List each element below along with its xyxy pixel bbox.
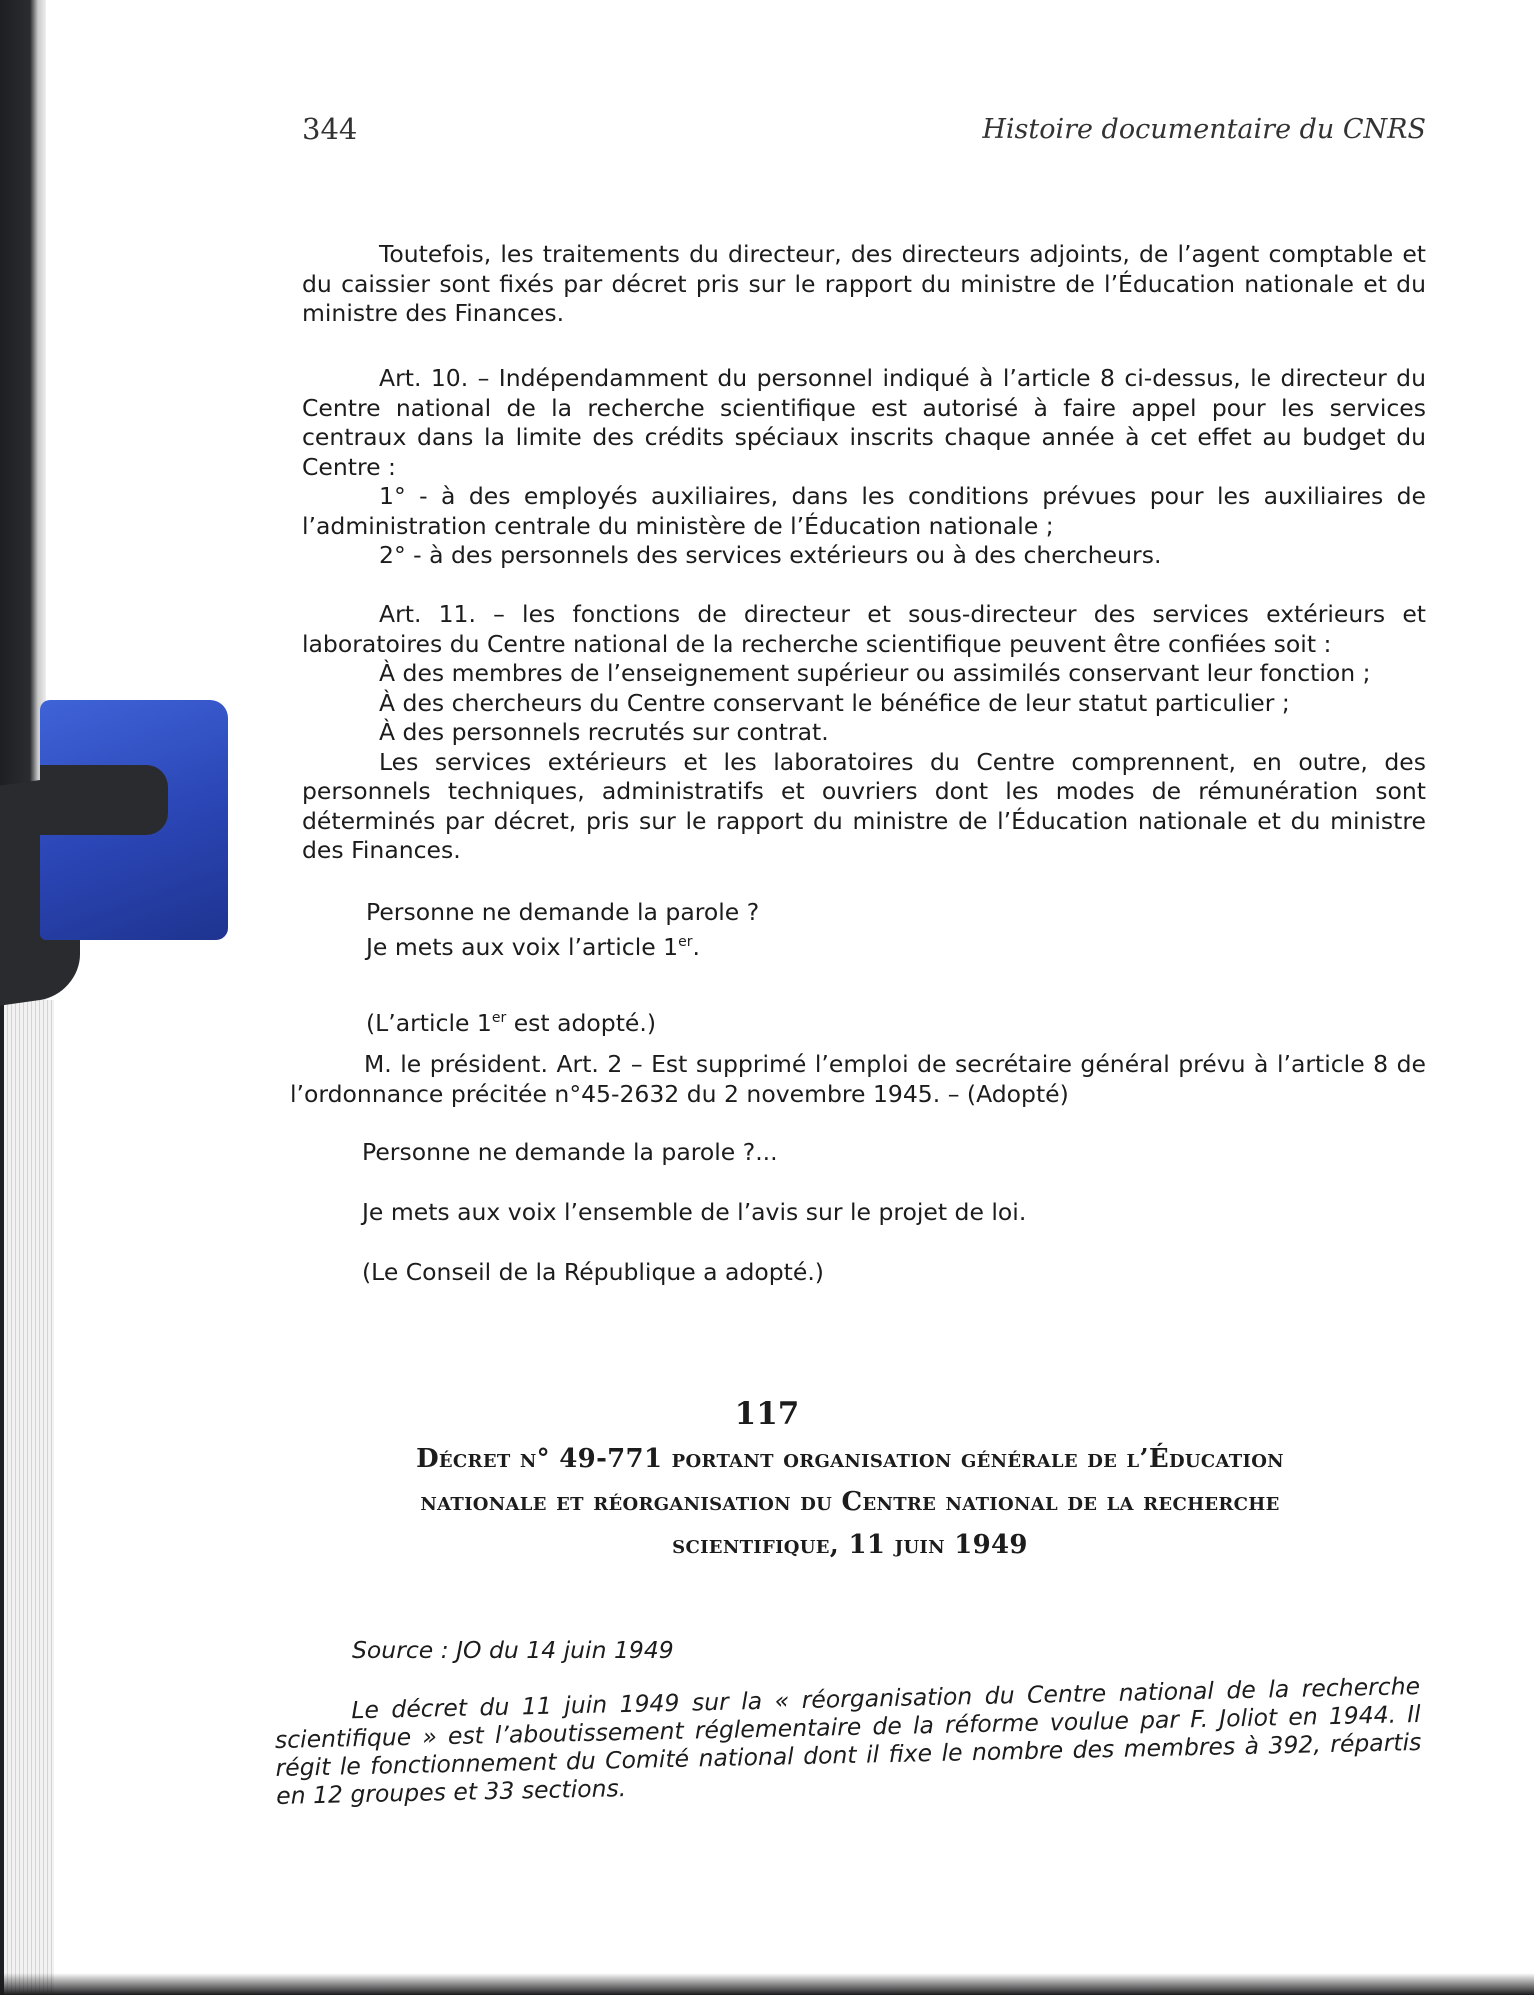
- adopted-line: [366, 1004, 1490, 1039]
- document-intro: [274, 1672, 1422, 1810]
- source-line: Source : JO du 14 juin 1949: [352, 1636, 674, 1664]
- article-10-intro: Art. 10. – Indépendamment du personnel indiqué à l’article 8 ci-dessus, le directeur du Centre national de la recherche scientifique est autorisé à faire appel pour les services centraux dans la limite des crédits spéciaux inscrits chaque année à cet effet au budget du Centre :: [302, 364, 1426, 481]
- article-10: [302, 364, 1426, 571]
- parole-question-2: Personne ne demande la parole ?...: [362, 1138, 778, 1166]
- adopted-end: est adopté.): [506, 1009, 657, 1037]
- adopted-text: (L’article 1: [366, 1009, 492, 1037]
- binder-clip-slot: [40, 765, 168, 835]
- document-number: 117: [734, 1396, 800, 1432]
- debate-vote-block: [366, 898, 1490, 962]
- superscript-er: er: [491, 1010, 507, 1026]
- president-art-2-text: M. le président. Art. 2 – Est supprimé l’emploi de secrétaire général prévu à l’article 8 de l’ordonnance précitée n°45-2632 du 2 novembre 1945. – (Adopté): [290, 1050, 1426, 1108]
- article-10-item-2: 2° - à des personnels des services extérieurs ou à des chercheurs.: [379, 541, 1162, 569]
- paragraph-text: Toutefois, les traitements du directeur, des directeurs adjoints, de l’agent comptable et du caissier sont fixés par décret pris sur le rapport du ministre de l’Éducation nationale et du ministre des Finances.: [302, 240, 1426, 327]
- vote-article-end: .: [692, 932, 700, 961]
- vote-article-text: Je mets aux voix l’article 1: [366, 932, 679, 961]
- article-11-intro: Art. 11. – les fonctions de directeur et sous-directeur des services extérieurs et laboratoires du Centre national de la recherche scientifique peuvent être confiées soit :: [302, 600, 1426, 658]
- president-art-2: [290, 1050, 1426, 1109]
- document-title: [270, 1438, 1430, 1567]
- intro-paragraph: Le décret du 11 juin 1949 sur la « réorganisation du Centre national de la recherche scientifique » est l’aboutissement réglementaire de la réforme voulue par F. Joliot en 1944. Il régit le fonctionnement du Comité national dont il fixe le nombre des membres à 392, répartis en 12 groupes et 33 sections.: [274, 1672, 1422, 1810]
- article-adopted: [366, 1004, 1490, 1039]
- parole-question: Personne ne demande la parole ?: [366, 898, 760, 926]
- page-number: 344: [302, 112, 358, 146]
- article-11: [302, 600, 1426, 866]
- superscript-er: er: [678, 933, 693, 950]
- vote-ensemble: Je mets aux voix l’ensemble de l’avis sur le projet de loi.: [362, 1198, 1027, 1226]
- document-title-line-1: Décret n° 49-771 portant organisation générale de l’Éducation: [416, 1444, 1284, 1474]
- article-10-item-1: 1° - à des employés auxiliaires, dans les conditions prévues pour les auxiliaires de l’administration centrale du ministère de l’Éducation nationale ;: [302, 482, 1426, 540]
- document-title-line-2: nationale et réorganisation du Centre national de la recherche: [420, 1487, 1280, 1517]
- vote-article-line: [366, 928, 1490, 963]
- article-11-item-3: À des personnels recrutés sur contrat.: [379, 718, 829, 746]
- paragraph-salaries: [302, 240, 1426, 329]
- running-title: Histoire documentaire du CNRS: [982, 114, 1426, 145]
- article-11-item-2: À des chercheurs du Centre conservant le bénéfice de leur statut particulier ;: [379, 688, 1290, 717]
- document-title-line-3: scientifique, 11 juin 1949: [672, 1530, 1028, 1560]
- article-11-item-1: À des membres de l’enseignement supérieur ou assimilés conservant leur fonction ;: [379, 659, 1371, 687]
- conseil-adopted: (Le Conseil de la République a adopté.): [362, 1258, 824, 1286]
- scan-bottom-shadow: [0, 1973, 1534, 1995]
- article-11-paragraph: Les services extérieurs et les laboratoires du Centre comprennent, en outre, des personnels techniques, administratifs et ouvriers dont les modes de rémunération sont déterminés par décret, pris sur le rapport du ministre de l’Éducation nationale et du ministre des Finances.: [302, 747, 1426, 864]
- page-stack-edge: [4, 1000, 54, 1995]
